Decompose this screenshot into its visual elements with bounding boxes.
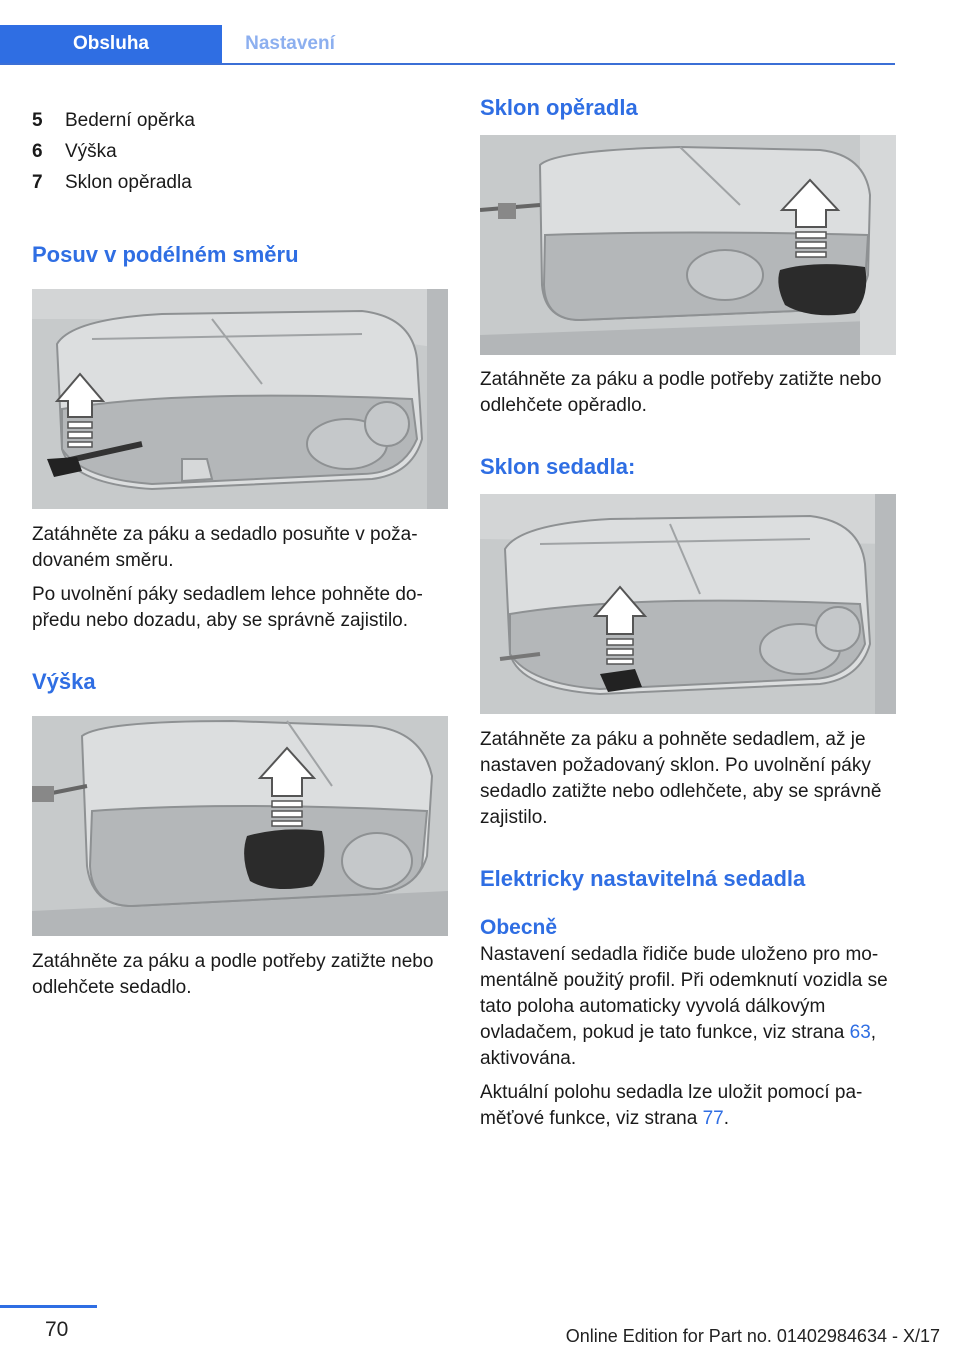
section-title-backrest-tilt: Sklon opěradla: [480, 95, 638, 120]
list-item: [32, 136, 448, 167]
seat-longitudinal-figure: [32, 289, 448, 509]
left-column: [32, 105, 448, 1001]
paragraph: Zatáhněte za páku a pohněte sedadlem, až je nastaven požadovaný sklon. Po uvolnění páky sedadlo zatižte nebo odlehčete, aby se správně zajistilo.: [480, 729, 882, 828]
paragraph: Nastavení sedadla řidiče bude uloženo pro momentálně použitý profil. Při odemknutí vozidla se tato poloha automaticky vyvolá dálkovým ovladačem, pokud je tato funkce, viz strana 63, aktivována.: [480, 944, 888, 1069]
list-item-number: 7: [32, 172, 43, 193]
header-tabbar: [0, 25, 895, 65]
paragraph: Po uvolnění páky sedadlem lehce pohněte dopředu nebo dozadu, aby se správně zajistilo.: [32, 584, 423, 631]
footer-divider: [0, 1305, 97, 1308]
tab-nastaveni[interactable]: Nastavení: [245, 33, 335, 54]
section-title-seat-tilt: Sklon sedadla:: [480, 454, 636, 479]
list-item-label: Bederní opěrka: [65, 110, 195, 131]
list-item-label: Sklon opěradla: [65, 172, 192, 193]
subsection-title-general: Obecně: [480, 916, 558, 939]
list-item-number: 6: [32, 141, 43, 162]
right-column: [480, 95, 896, 1132]
section-title-longitudinal: Posuv v podélném směru: [32, 242, 299, 267]
page-link-77[interactable]: 77: [702, 1108, 724, 1129]
numbered-list: [32, 105, 448, 198]
seat-height-figure: [32, 716, 448, 936]
list-item: [32, 105, 448, 136]
seat-backrest-figure: [480, 135, 896, 355]
page-number: 70: [45, 1318, 69, 1341]
section-title-electric-seats: Elektricky nastavitelná sedadla: [480, 866, 806, 891]
paragraph: Aktuální polohu sedadla lze uložit pomocí paměťové funkce, viz strana 77.: [480, 1082, 863, 1129]
paragraph: Zatáhněte za páku a podle potřeby zatižte nebo odlehčete opěradlo.: [480, 369, 882, 416]
paragraph: Zatáhněte za páku a sedadlo posuňte v požadovaném směru.: [32, 524, 418, 571]
list-item-number: 5: [32, 110, 43, 131]
tab-obsluha[interactable]: Obsluha: [0, 25, 222, 63]
footer-edition: Online Edition for Part no. 01402984634 - X/17: [565, 1326, 940, 1346]
seat-tilt-figure: [480, 494, 896, 714]
list-item: [32, 167, 448, 198]
list-item-label: Výška: [65, 141, 117, 162]
section-title-height: Výška: [32, 669, 96, 694]
page-link-63[interactable]: 63: [849, 1022, 871, 1043]
paragraph: Zatáhněte za páku a podle potřeby zatižte nebo odlehčete sedadlo.: [32, 951, 434, 998]
